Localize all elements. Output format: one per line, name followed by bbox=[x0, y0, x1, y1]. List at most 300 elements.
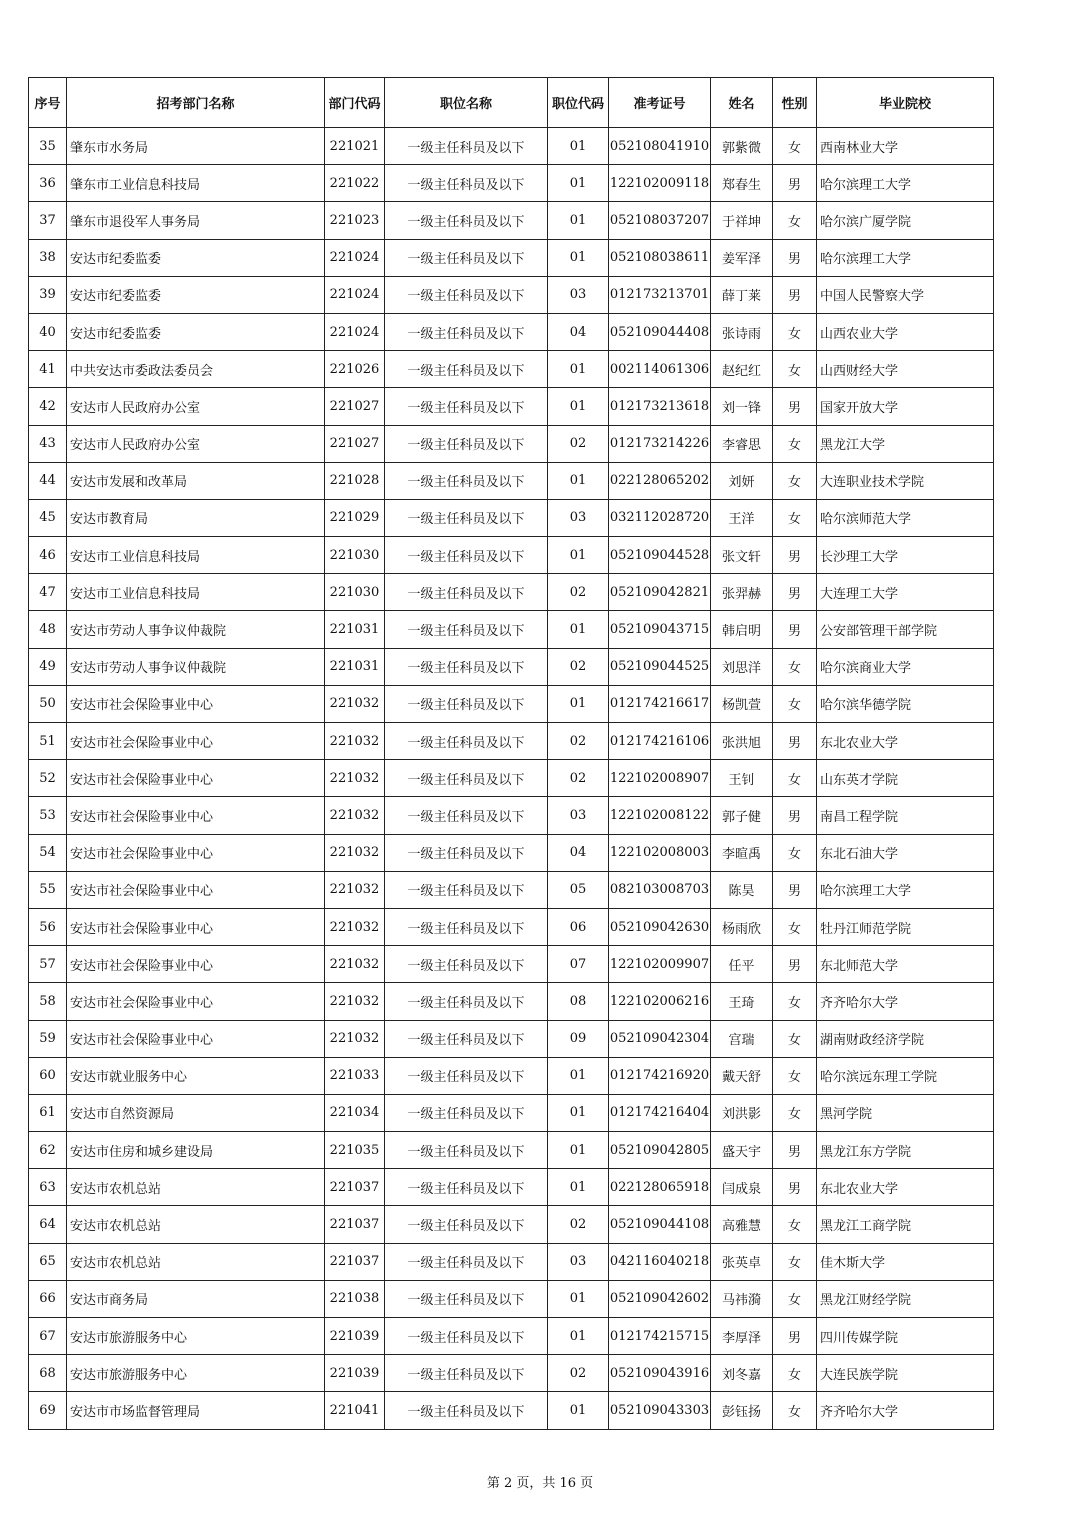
table-row bbox=[29, 1057, 994, 1094]
cell-position-code: 03 bbox=[548, 276, 609, 313]
cell-position: 一级主任科员及以下 bbox=[385, 611, 548, 648]
cell-exam-id: 122102008122 bbox=[609, 797, 711, 834]
cell-gender: 男 bbox=[773, 723, 817, 760]
cell-position: 一级主任科员及以下 bbox=[385, 648, 548, 685]
cell-name: 刘妍 bbox=[711, 462, 773, 499]
table-row bbox=[29, 946, 994, 983]
cell-gender: 男 bbox=[773, 574, 817, 611]
cell-position-code: 02 bbox=[548, 723, 609, 760]
cell-dept-code: 221032 bbox=[325, 685, 385, 722]
table-row bbox=[29, 648, 994, 685]
cell-position-code: 01 bbox=[548, 1169, 609, 1206]
cell-seq: 60 bbox=[29, 1057, 67, 1094]
cell-seq: 59 bbox=[29, 1020, 67, 1057]
cell-name: 杨雨欣 bbox=[711, 908, 773, 945]
cell-gender: 男 bbox=[773, 537, 817, 574]
cell-department: 安达市农机总站 bbox=[67, 1169, 325, 1206]
cell-exam-id: 022128065202 bbox=[609, 462, 711, 499]
cell-dept-code: 221028 bbox=[325, 462, 385, 499]
cell-school: 大连民族学院 bbox=[817, 1355, 994, 1392]
cell-department: 安达市劳动人事争议仲裁院 bbox=[67, 648, 325, 685]
cell-exam-id: 082103008703 bbox=[609, 871, 711, 908]
cell-gender: 女 bbox=[773, 1280, 817, 1317]
cell-dept-code: 221038 bbox=[325, 1280, 385, 1317]
cell-seq: 53 bbox=[29, 797, 67, 834]
cell-name: 韩启明 bbox=[711, 611, 773, 648]
cell-dept-code: 221030 bbox=[325, 574, 385, 611]
cell-school: 齐齐哈尔大学 bbox=[817, 1392, 994, 1429]
cell-seq: 38 bbox=[29, 239, 67, 276]
cell-gender: 女 bbox=[773, 1057, 817, 1094]
cell-name: 郭子健 bbox=[711, 797, 773, 834]
cell-seq: 61 bbox=[29, 1094, 67, 1131]
table-row bbox=[29, 723, 994, 760]
table-row bbox=[29, 351, 994, 388]
cell-position-code: 01 bbox=[548, 537, 609, 574]
cell-department: 肇东市水务局 bbox=[67, 128, 325, 165]
cell-dept-code: 221032 bbox=[325, 723, 385, 760]
table-row bbox=[29, 1020, 994, 1057]
cell-seq: 56 bbox=[29, 908, 67, 945]
results-table bbox=[28, 77, 994, 1430]
cell-department: 安达市社会保险事业中心 bbox=[67, 908, 325, 945]
table-header bbox=[29, 78, 994, 128]
cell-position-code: 01 bbox=[548, 351, 609, 388]
cell-school: 哈尔滨理工大学 bbox=[817, 239, 994, 276]
cell-position: 一级主任科员及以下 bbox=[385, 1243, 548, 1280]
cell-position: 一级主任科员及以下 bbox=[385, 202, 548, 239]
cell-dept-code: 221039 bbox=[325, 1318, 385, 1355]
table-row bbox=[29, 462, 994, 499]
cell-exam-id: 052108041910 bbox=[609, 128, 711, 165]
cell-dept-code: 221029 bbox=[325, 499, 385, 536]
table-row bbox=[29, 1318, 994, 1355]
cell-gender: 女 bbox=[773, 1392, 817, 1429]
cell-exam-id: 052109042602 bbox=[609, 1280, 711, 1317]
cell-gender: 女 bbox=[773, 760, 817, 797]
cell-gender: 女 bbox=[773, 685, 817, 722]
cell-gender: 男 bbox=[773, 1169, 817, 1206]
cell-dept-code: 221032 bbox=[325, 1020, 385, 1057]
cell-exam-id: 052108037207 bbox=[609, 202, 711, 239]
cell-name: 郭紫微 bbox=[711, 128, 773, 165]
cell-name: 张羿赫 bbox=[711, 574, 773, 611]
cell-position: 一级主任科员及以下 bbox=[385, 462, 548, 499]
cell-school: 国家开放大学 bbox=[817, 388, 994, 425]
cell-seq: 55 bbox=[29, 871, 67, 908]
cell-position: 一级主任科员及以下 bbox=[385, 1020, 548, 1057]
cell-gender: 女 bbox=[773, 128, 817, 165]
cell-department: 肇东市退役军人事务局 bbox=[67, 202, 325, 239]
cell-gender: 男 bbox=[773, 1318, 817, 1355]
page-footer: 第 2 页，共 16 页 bbox=[486, 1476, 594, 1491]
cell-gender: 女 bbox=[773, 462, 817, 499]
cell-dept-code: 221024 bbox=[325, 276, 385, 313]
cell-name: 王琦 bbox=[711, 983, 773, 1020]
header-row bbox=[29, 78, 994, 128]
table-row bbox=[29, 499, 994, 536]
cell-school: 西南林业大学 bbox=[817, 128, 994, 165]
table-row bbox=[29, 425, 994, 462]
cell-name: 闫成泉 bbox=[711, 1169, 773, 1206]
cell-dept-code: 221037 bbox=[325, 1206, 385, 1243]
table-row bbox=[29, 1094, 994, 1131]
cell-exam-id: 042116040218 bbox=[609, 1243, 711, 1280]
cell-exam-id: 052108038611 bbox=[609, 239, 711, 276]
cell-gender: 男 bbox=[773, 165, 817, 202]
cell-name: 陈昊 bbox=[711, 871, 773, 908]
cell-dept-code: 221021 bbox=[325, 128, 385, 165]
cell-department: 安达市社会保险事业中心 bbox=[67, 760, 325, 797]
cell-position: 一级主任科员及以下 bbox=[385, 908, 548, 945]
cell-position-code: 02 bbox=[548, 760, 609, 797]
cell-dept-code: 221027 bbox=[325, 388, 385, 425]
cell-department: 安达市住房和城乡建设局 bbox=[67, 1132, 325, 1169]
cell-exam-id: 012173213618 bbox=[609, 388, 711, 425]
table-row bbox=[29, 871, 994, 908]
cell-position: 一级主任科员及以下 bbox=[385, 946, 548, 983]
table-row bbox=[29, 1392, 994, 1429]
cell-department: 安达市就业服务中心 bbox=[67, 1057, 325, 1094]
cell-position-code: 01 bbox=[548, 1280, 609, 1317]
cell-seq: 49 bbox=[29, 648, 67, 685]
cell-name: 王钊 bbox=[711, 760, 773, 797]
cell-department: 安达市人民政府办公室 bbox=[67, 425, 325, 462]
cell-exam-id: 012173213701 bbox=[609, 276, 711, 313]
cell-position-code: 04 bbox=[548, 834, 609, 871]
cell-seq: 45 bbox=[29, 499, 67, 536]
cell-department: 安达市社会保险事业中心 bbox=[67, 983, 325, 1020]
cell-position: 一级主任科员及以下 bbox=[385, 499, 548, 536]
table-row bbox=[29, 1132, 994, 1169]
cell-department: 安达市人民政府办公室 bbox=[67, 388, 325, 425]
table-row bbox=[29, 165, 994, 202]
cell-gender: 女 bbox=[773, 351, 817, 388]
cell-position: 一级主任科员及以下 bbox=[385, 128, 548, 165]
cell-dept-code: 221024 bbox=[325, 239, 385, 276]
cell-position: 一级主任科员及以下 bbox=[385, 685, 548, 722]
cell-seq: 57 bbox=[29, 946, 67, 983]
cell-school: 黑龙江工商学院 bbox=[817, 1206, 994, 1243]
cell-seq: 69 bbox=[29, 1392, 67, 1429]
cell-seq: 63 bbox=[29, 1169, 67, 1206]
cell-department: 安达市市场监督管理局 bbox=[67, 1392, 325, 1429]
cell-department: 安达市纪委监委 bbox=[67, 313, 325, 350]
col-header-school: 毕业院校 bbox=[817, 78, 994, 128]
cell-position: 一级主任科员及以下 bbox=[385, 1132, 548, 1169]
cell-seq: 40 bbox=[29, 313, 67, 350]
cell-exam-id: 052109043715 bbox=[609, 611, 711, 648]
cell-dept-code: 221026 bbox=[325, 351, 385, 388]
cell-gender: 男 bbox=[773, 239, 817, 276]
col-header-position: 职位名称 bbox=[385, 78, 548, 128]
cell-position-code: 01 bbox=[548, 462, 609, 499]
cell-school: 哈尔滨师范大学 bbox=[817, 499, 994, 536]
cell-school: 哈尔滨广厦学院 bbox=[817, 202, 994, 239]
cell-position: 一级主任科员及以下 bbox=[385, 983, 548, 1020]
cell-dept-code: 221032 bbox=[325, 797, 385, 834]
cell-name: 刘一锋 bbox=[711, 388, 773, 425]
cell-gender: 男 bbox=[773, 946, 817, 983]
cell-position-code: 01 bbox=[548, 202, 609, 239]
cell-school: 长沙理工大学 bbox=[817, 537, 994, 574]
cell-gender: 女 bbox=[773, 1020, 817, 1057]
cell-position: 一级主任科员及以下 bbox=[385, 165, 548, 202]
cell-gender: 男 bbox=[773, 388, 817, 425]
cell-position-code: 02 bbox=[548, 425, 609, 462]
cell-department: 安达市纪委监委 bbox=[67, 276, 325, 313]
cell-department: 中共安达市委政法委员会 bbox=[67, 351, 325, 388]
table-row bbox=[29, 388, 994, 425]
cell-position-code: 02 bbox=[548, 574, 609, 611]
cell-department: 安达市商务局 bbox=[67, 1280, 325, 1317]
cell-name: 刘冬嘉 bbox=[711, 1355, 773, 1392]
cell-exam-id: 052109044408 bbox=[609, 313, 711, 350]
cell-exam-id: 122102006216 bbox=[609, 983, 711, 1020]
cell-position-code: 01 bbox=[548, 1094, 609, 1131]
cell-position-code: 01 bbox=[548, 611, 609, 648]
cell-name: 李厚泽 bbox=[711, 1318, 773, 1355]
cell-dept-code: 221033 bbox=[325, 1057, 385, 1094]
cell-seq: 50 bbox=[29, 685, 67, 722]
cell-seq: 54 bbox=[29, 834, 67, 871]
table-row bbox=[29, 983, 994, 1020]
col-header-department: 招考部门名称 bbox=[67, 78, 325, 128]
cell-name: 彭钰扬 bbox=[711, 1392, 773, 1429]
col-header-exam-id: 准考证号 bbox=[609, 78, 711, 128]
cell-dept-code: 221032 bbox=[325, 760, 385, 797]
cell-gender: 女 bbox=[773, 1355, 817, 1392]
cell-school: 佳木斯大学 bbox=[817, 1243, 994, 1280]
cell-gender: 男 bbox=[773, 1132, 817, 1169]
cell-gender: 男 bbox=[773, 611, 817, 648]
cell-name: 宫瑞 bbox=[711, 1020, 773, 1057]
cell-position: 一级主任科员及以下 bbox=[385, 276, 548, 313]
cell-exam-id: 052109044525 bbox=[609, 648, 711, 685]
cell-name: 赵纪红 bbox=[711, 351, 773, 388]
cell-name: 薛丁莱 bbox=[711, 276, 773, 313]
table-body bbox=[29, 128, 994, 1430]
cell-dept-code: 221039 bbox=[325, 1355, 385, 1392]
cell-exam-id: 012174215715 bbox=[609, 1318, 711, 1355]
cell-gender: 女 bbox=[773, 908, 817, 945]
cell-school: 哈尔滨华德学院 bbox=[817, 685, 994, 722]
cell-school: 牡丹江师范学院 bbox=[817, 908, 994, 945]
cell-school: 湖南财政经济学院 bbox=[817, 1020, 994, 1057]
cell-dept-code: 221022 bbox=[325, 165, 385, 202]
cell-seq: 42 bbox=[29, 388, 67, 425]
cell-seq: 39 bbox=[29, 276, 67, 313]
cell-seq: 46 bbox=[29, 537, 67, 574]
table-row bbox=[29, 1243, 994, 1280]
table-row bbox=[29, 760, 994, 797]
cell-department: 安达市自然资源局 bbox=[67, 1094, 325, 1131]
cell-position-code: 01 bbox=[548, 1057, 609, 1094]
cell-name: 戴天舒 bbox=[711, 1057, 773, 1094]
cell-exam-id: 052109043303 bbox=[609, 1392, 711, 1429]
cell-exam-id: 012174216404 bbox=[609, 1094, 711, 1131]
cell-position: 一级主任科员及以下 bbox=[385, 239, 548, 276]
table-row bbox=[29, 685, 994, 722]
cell-position-code: 01 bbox=[548, 165, 609, 202]
cell-school: 东北师范大学 bbox=[817, 946, 994, 983]
cell-department: 安达市农机总站 bbox=[67, 1206, 325, 1243]
cell-position-code: 01 bbox=[548, 1392, 609, 1429]
cell-position: 一级主任科员及以下 bbox=[385, 313, 548, 350]
cell-position: 一级主任科员及以下 bbox=[385, 425, 548, 462]
cell-position-code: 02 bbox=[548, 648, 609, 685]
cell-position-code: 03 bbox=[548, 499, 609, 536]
cell-position: 一级主任科员及以下 bbox=[385, 1094, 548, 1131]
cell-school: 黑龙江东方学院 bbox=[817, 1132, 994, 1169]
cell-gender: 女 bbox=[773, 1243, 817, 1280]
cell-name: 姜军泽 bbox=[711, 239, 773, 276]
cell-department: 安达市社会保险事业中心 bbox=[67, 797, 325, 834]
cell-exam-id: 052109042805 bbox=[609, 1132, 711, 1169]
cell-exam-id: 122102008907 bbox=[609, 760, 711, 797]
cell-department: 安达市旅游服务中心 bbox=[67, 1318, 325, 1355]
cell-school: 公安部管理干部学院 bbox=[817, 611, 994, 648]
cell-dept-code: 221037 bbox=[325, 1169, 385, 1206]
cell-department: 安达市工业信息科技局 bbox=[67, 574, 325, 611]
cell-exam-id: 012174216920 bbox=[609, 1057, 711, 1094]
cell-seq: 52 bbox=[29, 760, 67, 797]
cell-exam-id: 122102009907 bbox=[609, 946, 711, 983]
cell-position-code: 07 bbox=[548, 946, 609, 983]
cell-position-code: 02 bbox=[548, 1355, 609, 1392]
cell-school: 南昌工程学院 bbox=[817, 797, 994, 834]
cell-seq: 58 bbox=[29, 983, 67, 1020]
cell-school: 东北农业大学 bbox=[817, 1169, 994, 1206]
cell-dept-code: 221023 bbox=[325, 202, 385, 239]
cell-position-code: 04 bbox=[548, 313, 609, 350]
cell-position: 一级主任科员及以下 bbox=[385, 1318, 548, 1355]
cell-position: 一级主任科员及以下 bbox=[385, 574, 548, 611]
table-row bbox=[29, 239, 994, 276]
cell-seq: 48 bbox=[29, 611, 67, 648]
cell-school: 东北农业大学 bbox=[817, 723, 994, 760]
cell-department: 安达市纪委监委 bbox=[67, 239, 325, 276]
cell-exam-id: 022128065918 bbox=[609, 1169, 711, 1206]
cell-position-code: 01 bbox=[548, 685, 609, 722]
cell-seq: 41 bbox=[29, 351, 67, 388]
cell-department: 安达市社会保险事业中心 bbox=[67, 871, 325, 908]
cell-school: 黑河学院 bbox=[817, 1094, 994, 1131]
cell-department: 安达市工业信息科技局 bbox=[67, 537, 325, 574]
cell-name: 任平 bbox=[711, 946, 773, 983]
cell-department: 安达市劳动人事争议仲裁院 bbox=[67, 611, 325, 648]
cell-school: 齐齐哈尔大学 bbox=[817, 983, 994, 1020]
col-header-name: 姓名 bbox=[711, 78, 773, 128]
table-row bbox=[29, 537, 994, 574]
cell-position: 一级主任科员及以下 bbox=[385, 1392, 548, 1429]
cell-seq: 44 bbox=[29, 462, 67, 499]
table-row bbox=[29, 574, 994, 611]
cell-position-code: 06 bbox=[548, 908, 609, 945]
table-row bbox=[29, 313, 994, 350]
cell-name: 张诗雨 bbox=[711, 313, 773, 350]
cell-school: 黑龙江大学 bbox=[817, 425, 994, 462]
table-row bbox=[29, 1206, 994, 1243]
cell-position: 一级主任科员及以下 bbox=[385, 388, 548, 425]
cell-name: 杨凯萱 bbox=[711, 685, 773, 722]
cell-position-code: 03 bbox=[548, 1243, 609, 1280]
col-header-gender: 性别 bbox=[773, 78, 817, 128]
cell-department: 安达市社会保险事业中心 bbox=[67, 685, 325, 722]
cell-school: 东北石油大学 bbox=[817, 834, 994, 871]
table-row bbox=[29, 611, 994, 648]
table-row bbox=[29, 908, 994, 945]
cell-school: 哈尔滨远东理工学院 bbox=[817, 1057, 994, 1094]
cell-position-code: 01 bbox=[548, 388, 609, 425]
cell-name: 张文轩 bbox=[711, 537, 773, 574]
cell-gender: 女 bbox=[773, 1206, 817, 1243]
cell-exam-id: 012173214226 bbox=[609, 425, 711, 462]
cell-name: 李睿思 bbox=[711, 425, 773, 462]
cell-school: 大连职业技术学院 bbox=[817, 462, 994, 499]
cell-school: 哈尔滨商业大学 bbox=[817, 648, 994, 685]
cell-position-code: 02 bbox=[548, 1206, 609, 1243]
col-header-seq: 序号 bbox=[29, 78, 67, 128]
cell-gender: 女 bbox=[773, 499, 817, 536]
cell-seq: 37 bbox=[29, 202, 67, 239]
cell-name: 张英卓 bbox=[711, 1243, 773, 1280]
cell-school: 哈尔滨理工大学 bbox=[817, 165, 994, 202]
cell-dept-code: 221034 bbox=[325, 1094, 385, 1131]
cell-exam-id: 012174216617 bbox=[609, 685, 711, 722]
cell-name: 张洪旭 bbox=[711, 723, 773, 760]
cell-name: 郑春生 bbox=[711, 165, 773, 202]
cell-name: 刘洪影 bbox=[711, 1094, 773, 1131]
cell-exam-id: 002114061306 bbox=[609, 351, 711, 388]
cell-school: 黑龙江财经学院 bbox=[817, 1280, 994, 1317]
cell-dept-code: 221032 bbox=[325, 946, 385, 983]
cell-position: 一级主任科员及以下 bbox=[385, 1057, 548, 1094]
cell-dept-code: 221024 bbox=[325, 313, 385, 350]
cell-exam-id: 032112028720 bbox=[609, 499, 711, 536]
cell-seq: 51 bbox=[29, 723, 67, 760]
cell-dept-code: 221032 bbox=[325, 983, 385, 1020]
cell-dept-code: 221037 bbox=[325, 1243, 385, 1280]
cell-position-code: 01 bbox=[548, 1318, 609, 1355]
cell-exam-id: 052109044108 bbox=[609, 1206, 711, 1243]
table-row bbox=[29, 202, 994, 239]
cell-gender: 女 bbox=[773, 202, 817, 239]
cell-gender: 女 bbox=[773, 313, 817, 350]
cell-school: 山东英才学院 bbox=[817, 760, 994, 797]
cell-seq: 66 bbox=[29, 1280, 67, 1317]
cell-dept-code: 221030 bbox=[325, 537, 385, 574]
cell-seq: 35 bbox=[29, 128, 67, 165]
cell-exam-id: 122102009118 bbox=[609, 165, 711, 202]
cell-school: 山西农业大学 bbox=[817, 313, 994, 350]
cell-gender: 女 bbox=[773, 648, 817, 685]
cell-seq: 65 bbox=[29, 1243, 67, 1280]
cell-department: 安达市旅游服务中心 bbox=[67, 1355, 325, 1392]
table-row bbox=[29, 128, 994, 165]
cell-department: 安达市社会保险事业中心 bbox=[67, 834, 325, 871]
cell-seq: 68 bbox=[29, 1355, 67, 1392]
cell-exam-id: 052109044528 bbox=[609, 537, 711, 574]
table-row bbox=[29, 1280, 994, 1317]
cell-dept-code: 221032 bbox=[325, 871, 385, 908]
cell-exam-id: 052109042304 bbox=[609, 1020, 711, 1057]
cell-school: 山西财经大学 bbox=[817, 351, 994, 388]
cell-position: 一级主任科员及以下 bbox=[385, 834, 548, 871]
cell-dept-code: 221031 bbox=[325, 611, 385, 648]
cell-seq: 43 bbox=[29, 425, 67, 462]
cell-gender: 女 bbox=[773, 1094, 817, 1131]
